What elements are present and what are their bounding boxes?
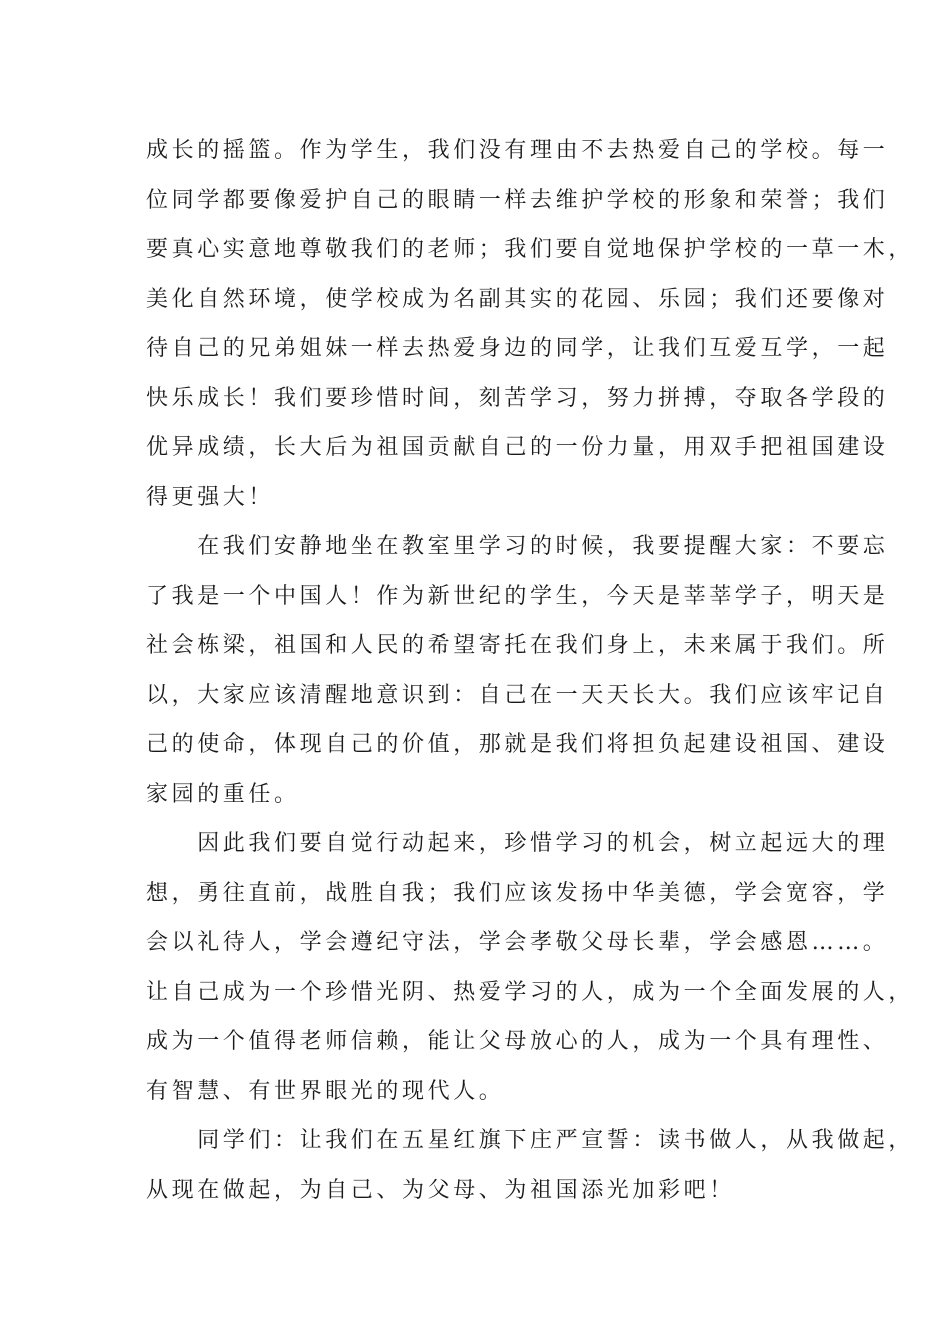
- text-line: 美化自然环境，使学校成为名副其实的花园、乐园；我们还要像对: [146, 286, 889, 312]
- text-line: 家园的重任。: [146, 781, 300, 807]
- paragraph-3: [146, 819, 915, 1116]
- text-line: 有智慧、有世界眼光的现代人。: [146, 1078, 505, 1104]
- text-line: 快乐成长！我们要珍惜时间，刻苦学习，努力拼搏，夺取各学段的: [146, 385, 889, 411]
- text-line: 从现在做起，为自己、为父母、为祖国添光加彩吧！: [146, 1177, 735, 1203]
- text-line: 因此我们要自觉行动起来，珍惜学习的机会，树立起远大的理: [146, 831, 889, 856]
- paragraph-4: [146, 1116, 915, 1215]
- text-line: 社会栋梁，祖国和人民的希望寄托在我们身上，未来属于我们。所: [146, 633, 889, 658]
- text-line: 成长的摇篮。作为学生，我们没有理由不去热爱自己的学校。每一: [146, 138, 889, 163]
- paragraph-1: [146, 126, 915, 522]
- document-body: [146, 126, 915, 1215]
- text-line: 位同学都要像爱护自己的眼睛一样去维护学校的形象和荣誉；我们: [146, 187, 889, 213]
- text-line: 了我是一个中国人！作为新世纪的学生，今天是莘莘学子，明天是: [146, 583, 889, 609]
- text-line: 在我们安静地坐在教室里学习的时候，我要提醒大家：不要忘: [146, 534, 889, 559]
- text-line: 要真心实意地尊敬我们的老师；我们要自觉地保护学校的一草一木，: [146, 237, 915, 262]
- text-line: 让自己成为一个珍惜光阴、热爱学习的人，成为一个全面发展的人，: [146, 979, 915, 1005]
- text-line: 优异成绩，长大后为祖国贡献自己的一份力量，用双手把祖国建设: [146, 435, 889, 460]
- text-line: 以，大家应该清醒地意识到：自己在一天天长大。我们应该牢记自: [146, 682, 889, 708]
- paragraph-2: [146, 522, 889, 819]
- text-line: 得更强大！: [146, 484, 275, 510]
- text-line: 同学们：让我们在五星红旗下庄严宣誓：读书做人，从我做起，: [146, 1128, 915, 1153]
- text-line: 会以礼待人，学会遵纪守法，学会孝敬父母长辈，学会感恩……。: [146, 930, 889, 955]
- text-line: 待自己的兄弟姐妹一样去热爱身边的同学，让我们互爱互学，一起: [146, 336, 889, 361]
- text-line: 想，勇往直前，战胜自我；我们应该发扬中华美德，学会宽容，学: [146, 880, 889, 906]
- text-line: 成为一个值得老师信赖，能让父母放心的人，成为一个具有理性、: [146, 1029, 889, 1054]
- text-line: 己的使命，体现自己的价值，那就是我们将担负起建设祖国、建设: [146, 732, 889, 757]
